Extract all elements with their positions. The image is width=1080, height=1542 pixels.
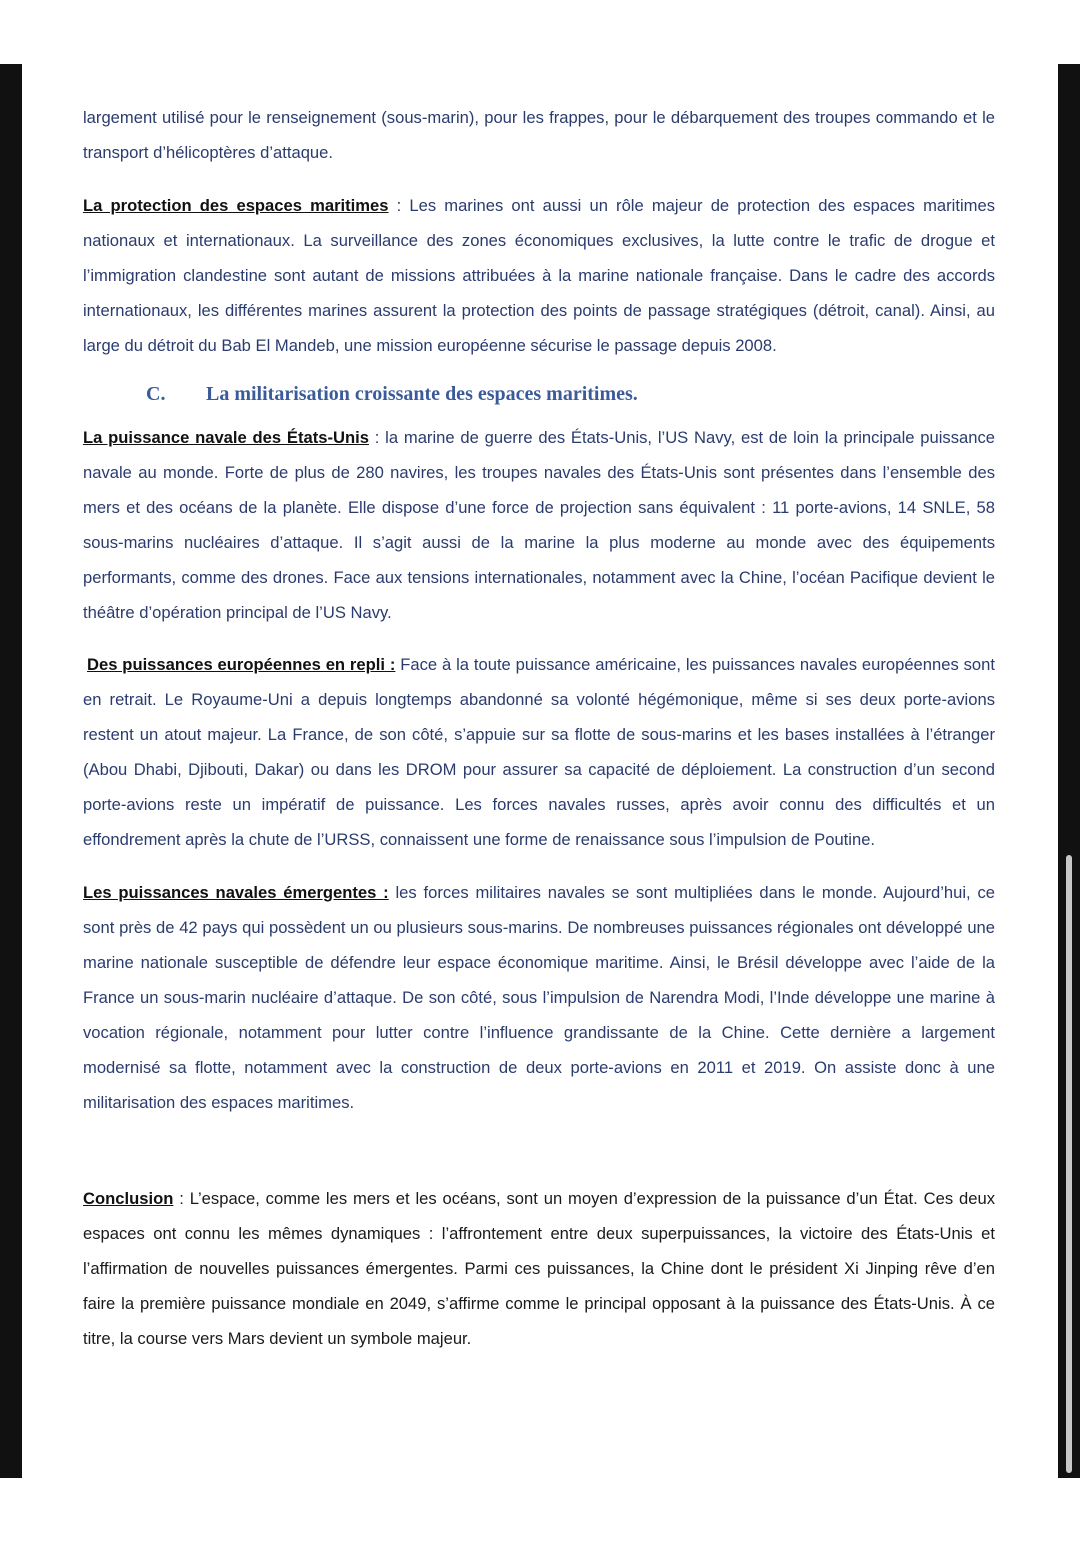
us-navy-title: La puissance navale des États-Unis (83, 428, 369, 447)
protection-title: La protection des espaces maritimes (83, 196, 389, 215)
section-c-title: La militarisation croissante des espaces maritimes. (206, 383, 638, 405)
scrollbar-thumb[interactable] (1066, 855, 1072, 1473)
section-c-number: C. (146, 383, 166, 405)
emerging-title: Les puissances navales émergentes : (83, 883, 389, 902)
document-page (22, 64, 1058, 1478)
conclusion-title: Conclusion (83, 1189, 174, 1208)
european-body: Face à la toute puissance américaine, les puissances navales européennes sont en retrait. Le Royaume-Uni a depuis longtemps abandonné sa volonté hégémonique, même si ses deux porte-avions restent un atout majeur. La France, de son côté, s’appuie sur sa flotte de sous-marins et les bases installées à l’étranger (Abou Dhabi, Djibouti, Dakar) ou dans les DROM pour assurer sa capacité de déploiement. La construction d’un second porte-avions reste un impératif de puissance. Les forces navales russes, après avoir connu des difficultés et un effondrement après la chute de l’URSS, connaissent une forme de renaissance sous l’impulsion de Poutine. (83, 655, 995, 849)
conclusion-paragraph (83, 1181, 995, 1356)
emerging-body: les forces militaires navales se sont multipliées dans le monde. Aujourd’hui, ce sont près de 42 pays qui possèdent un ou plusieurs sous-marins. De nombreuses puissances régionales ont développé une marine nationale susceptible de défendre leur espace économique maritime. Ainsi, le Brésil développe avec l’aide de la France un sous-marin nucléaire d’attaque. De son côté, sous l’impulsion de Narendra Modi, l’Inde développe une marine à vocation régionale, notamment pour lutter contre l’influence grandissante de la Chine. Cette dernière a largement modernisé sa flotte, notamment avec la construction de deux porte-avions en 2011 et 2019. On assiste donc à une militarisation des espaces maritimes. (83, 883, 995, 1112)
protection-paragraph (83, 188, 995, 363)
conclusion-separator: : (173, 1189, 190, 1208)
protection-separator: : (388, 196, 410, 215)
conclusion-body: L’espace, comme les mers et les océans, sont un moyen d’expression de la puissance d’un État. Ces deux espaces ont connu les mêmes dynamiques : l’affrontement entre deux superpuissances, la victoire des États-Unis et l’affirmation de nouvelles puissances émergentes. Parmi ces puissances, la Chine dont le président Xi Jinping rêve d’en faire la première puissance mondiale en 2049, s’affirme comme le principal opposant à la puissance des États-Unis. À ce titre, la course vers Mars devient un symbole majeur. (83, 1189, 995, 1348)
emerging-paragraph (83, 875, 995, 1120)
european-title: Des puissances européennes en repli : (87, 655, 396, 674)
intro-paragraph (83, 100, 995, 170)
top-bar (0, 0, 1080, 64)
european-paragraph (83, 647, 995, 857)
us-navy-paragraph (83, 420, 995, 630)
emerging-separator (389, 883, 396, 902)
intro-paragraph-text: largement utilisé pour le renseignement (sous-marin), pour les frappes, pour le débarquement des troupes commando et le transport d’hélicoptères d’attaque. (83, 108, 995, 162)
section-c-heading (146, 383, 638, 406)
us-navy-body: la marine de guerre des États-Unis, l’US Navy, est de loin la principale puissance navale au monde. Forte de plus de 280 navires, les troupes navales des États-Unis sont présentes dans l’ensemble des mers et des océans de la planète. Elle dispose d’une force de projection sans équivalent : 11 porte-avions, 14 SNLE, 58 sous-marins nucléaires d’attaque. Il s’agit aussi de la marine la plus moderne au monde avec des équipements performants, comme des drones. Face aux tensions internationales, notamment avec la Chine, l’océan Pacifique devient le théâtre d’opération principal de l’US Navy. (83, 428, 995, 622)
protection-body: Les marines ont aussi un rôle majeur de protection des espaces maritimes nationaux et internationaux. La surveillance des zones économiques exclusives, la lutte contre le trafic de drogue et l’immigration clandestine sont autant de missions attribuées à la marine nationale française. Dans le cadre des accords internationaux, les différentes marines assurent la protection des points de passage stratégiques (détroit, canal). Ainsi, au large du détroit du Bab El Mandeb, une mission européenne sécurise le passage depuis 2008. (83, 196, 995, 355)
us-navy-separator: : (368, 428, 386, 447)
left-frame-edge (0, 64, 22, 1478)
bottom-bar (0, 1478, 1080, 1542)
